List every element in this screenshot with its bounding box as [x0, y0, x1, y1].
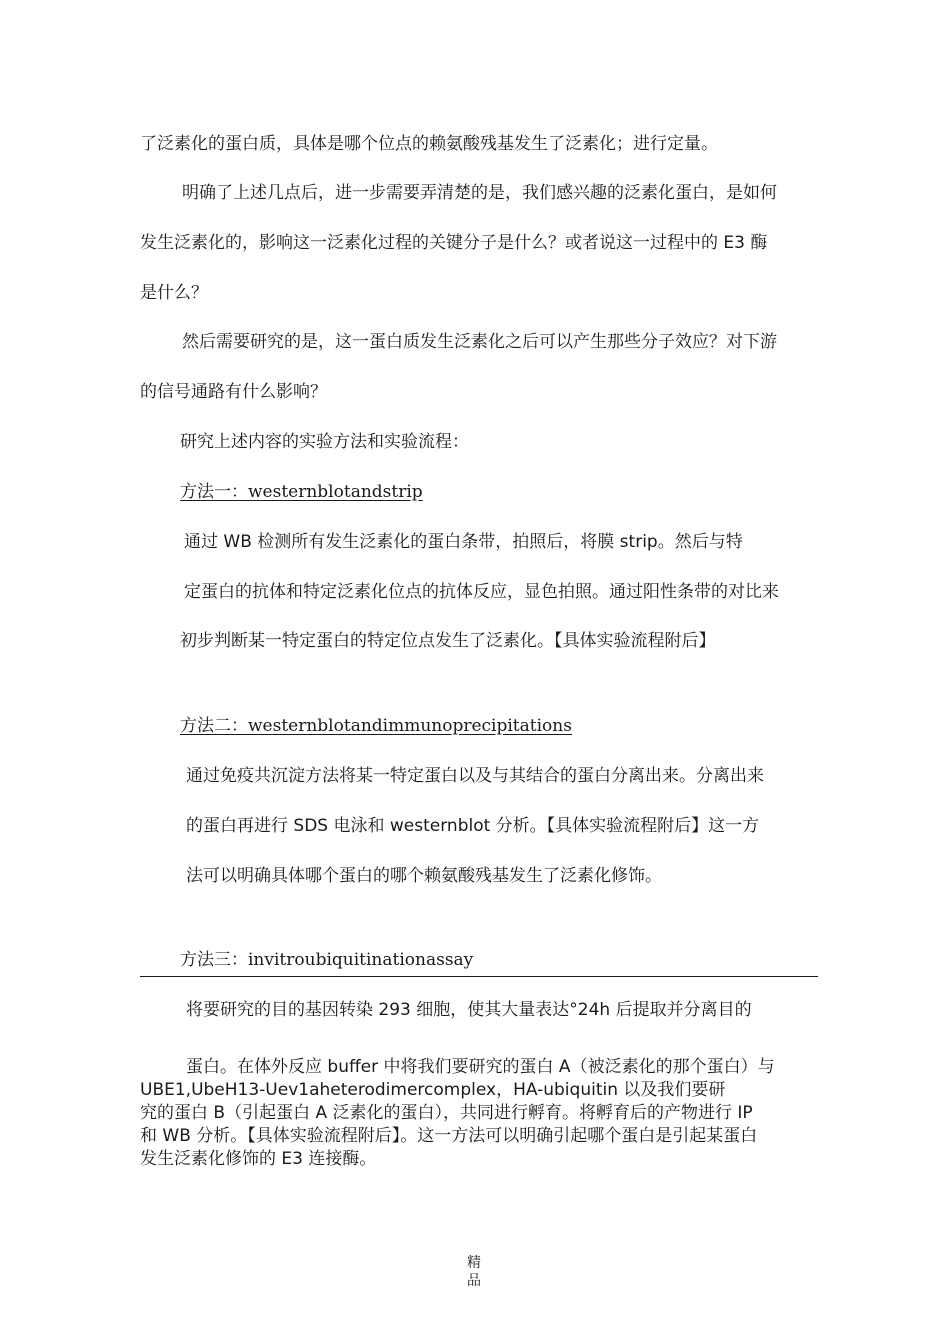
method-1-line-1: 通过 WB 检测所有发生泛素化的蛋白条带，拍照后，将膜 strip。然后与特 — [184, 532, 743, 552]
method-2-line-3: 法可以明确具体哪个蛋白的哪个赖氨酸残基发生了泛素化修饰。 — [186, 866, 662, 886]
paragraph-1-line-1: 了泛素化的蛋白质，具体是哪个位点的赖氨酸残基发生了泛素化；进行定量。 — [140, 134, 718, 154]
method-2-line-1: 通过免疫共沉淀方法将某一特定蛋白以及与其结合的蛋白分离出来。分离出来 — [186, 766, 764, 786]
method-3-line-5: 和 WB 分析。【具体实验流程附后】。这一方法可以明确引起哪个蛋白是引起某蛋白 — [140, 1126, 758, 1146]
method-3-line-1: 将要研究的目的基因转染 293 细胞，使其大量表达°24h 后提取并分离目的 — [186, 1000, 752, 1020]
method-1-heading: 方法一：westernblotandstrip — [180, 482, 423, 502]
method-2-heading: 方法二：westernblotandimmunoprecipitations — [180, 716, 572, 736]
footer-char-2: 品 — [467, 1273, 481, 1289]
method-3-line-6: 发生泛素化修饰的 E3 连接酶。 — [140, 1149, 377, 1169]
method-2-line-2: 的蛋白再进行 SDS 电泳和 westernblot 分析。【具体实验流程附后】这一方 — [186, 816, 760, 836]
method-3-line-2: 蛋白。在体外反应 buffer 中将我们要研究的蛋白 A（被泛素化的那个蛋白）与 — [186, 1057, 775, 1077]
paragraph-3-line-2: 的信号通路有什么影响？ — [140, 382, 327, 402]
paragraph-3-line-1: 然后需要研究的是，这一蛋白质发生泛素化之后可以产生那些分子效应？对下游 — [182, 332, 777, 352]
paragraph-2-line-2: 发生泛素化的，影响这一泛素化过程的关键分子是什么？或者说这一过程中的 E3 酶 — [140, 233, 768, 253]
paragraph-2-line-1: 明确了上述几点后，进一步需要弄清楚的是，我们感兴趣的泛素化蛋白，是如何 — [182, 183, 777, 203]
method-1-line-3: 初步判断某一特定蛋白的特定位点发生了泛素化。【具体实验流程附后】 — [180, 631, 716, 651]
footer-char-1: 精 — [467, 1255, 481, 1271]
method-3-heading: 方法三：invitroubiquitinationassay — [180, 950, 474, 970]
page-footer — [466, 1254, 482, 1290]
method-3-line-4: 究的蛋白 B（引起蛋白 A 泛素化的蛋白），共同进行孵育。将孵育后的产物进行 IP — [140, 1103, 753, 1123]
method-3-line-3: UBE1,UbeH13-Uev1aheterodimercomplex，HA-ubiquitin 以及我们要研 — [140, 1080, 726, 1100]
intro-text: 研究上述内容的实验方法和实验流程： — [180, 432, 469, 452]
section-divider — [140, 976, 818, 977]
method-1-line-2: 定蛋白的抗体和特定泛素化位点的抗体反应，显色拍照。通过阳性条带的对比来 — [184, 582, 779, 602]
paragraph-2-line-3: 是什么？ — [140, 283, 208, 303]
